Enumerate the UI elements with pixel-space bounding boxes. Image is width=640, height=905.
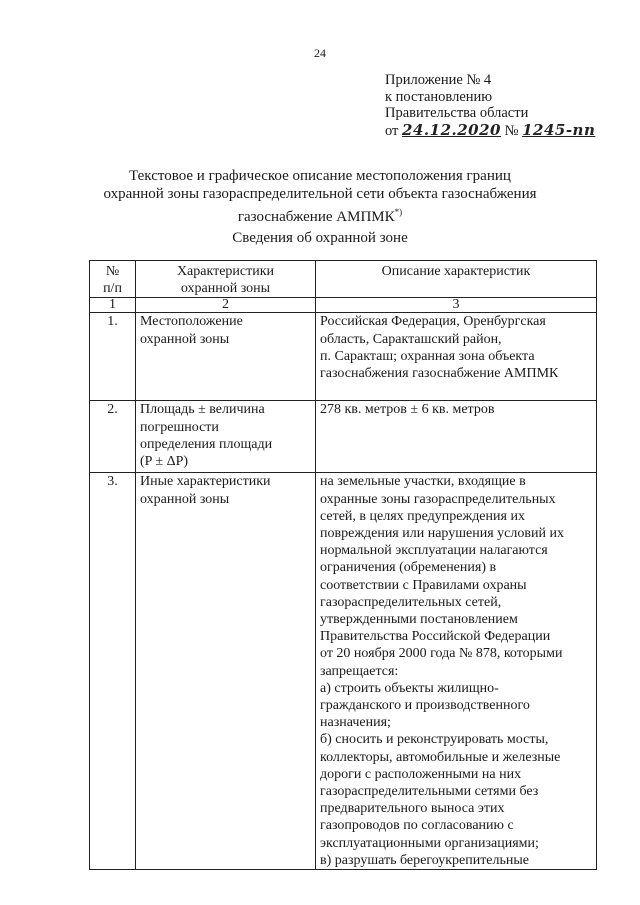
text-line: в) разрушать берегоукрепительные [320,852,530,868]
text-line: назначения; [320,715,391,731]
text-line: Российская Федерация, Оренбургская [320,314,546,330]
text-line: эксплуатационными организациями; [320,835,539,851]
text-line: Характеристики [176,264,275,279]
table-row [90,401,597,473]
header-characteristic [136,261,316,298]
text-line: п. Саракташ; охранная зона объекта [320,348,535,364]
header-number [90,261,136,298]
title-line-2: охранной зоны газораспределительной сети объекта газоснабжения [103,186,537,202]
text-line: охранной зоны [140,331,230,347]
page-number: 24 [314,46,326,60]
footnote-mark: *) [394,207,403,217]
text-line: ограничения (обременения) в [320,560,497,576]
column-number-row [90,298,597,313]
text-line: а) строить объекты жилищно- [320,680,499,696]
number-sign: № [504,122,519,139]
text-line: запрещается: [320,663,399,679]
text-line: Правительства Российской Федерации [320,629,551,645]
header-description-text [320,263,592,280]
text-line: на земельные участки, входящие в [320,474,526,490]
row-description-text [320,401,592,418]
text-line: газоснабжения газоснабжение АМПМК [320,366,559,382]
text-line: охранной зоны [180,281,271,297]
text-line: п/п [103,281,122,297]
text-line: предварительного выноса этих [320,801,505,817]
text-line: утвержденными постановлением [320,612,518,628]
row-description-text [320,313,592,382]
text-line: б) сносить и реконструировать мосты, [320,732,549,748]
row-characteristic-text [140,473,311,507]
protection-zone-table [89,260,597,870]
text-line: Площадь ± величина [140,402,265,418]
text-line: сетей, в целях предупреждения их [320,508,525,524]
date-prefix: от [385,122,399,139]
text-line: дороги с расположенными на них [320,766,522,782]
row-number: 3. [90,473,136,870]
document-title [40,167,600,226]
column-number-3: 3 [316,298,597,313]
text-line: определения площади [140,436,273,452]
text-line: газораспределительных сетей, [320,594,502,610]
text-line: Описание характеристик [381,264,531,279]
text-line: область, Саракташский район, [320,331,502,347]
row-description [316,401,597,473]
text-line: (P ± ΔP) [140,454,189,470]
row-number: 1. [90,313,136,401]
appendix-line-2: к постановлению [385,88,493,105]
header-characteristic-text [140,263,311,297]
title-line-1: Текстовое и графическое описание местоположения границ [129,168,511,184]
text-line: охранные зоны газораспределительных [320,491,556,507]
row-characteristic-text [140,313,311,347]
text-line: газопроводов по согласованию с [320,818,514,834]
appendix-block [385,72,595,139]
row-description [316,313,597,401]
header-description [316,261,597,298]
section-title: Сведения об охранной зоне [232,230,408,246]
text-line: повреждения или нарушения условий их [320,526,564,542]
column-number-1: 1 [90,298,136,313]
text-line: газораспределительными сетями без [320,784,539,800]
handwritten-number: 1245-пп [522,120,596,139]
appendix-line-3: Правительства области [385,105,529,121]
appendix-line-1: Приложение № 4 [385,72,492,88]
title-line-3 [40,203,600,226]
row-characteristic [136,473,316,870]
row-description-text [320,473,592,869]
row-description [316,473,597,870]
handwritten-date: 24.12.2020 [402,120,501,139]
table-header-row [90,261,597,298]
row-characteristic-text [140,401,311,470]
text-line: Местоположение [140,314,243,330]
row-characteristic [136,401,316,473]
appendix-date-line [385,122,595,140]
text-line: коллекторы, автомобильные и железные [320,749,561,765]
header-number-text [94,263,131,297]
table-row [90,473,597,870]
text-line: от 20 ноября 2000 года № 878, которыми [320,646,563,662]
text-line: Иные характеристики [140,474,271,490]
title-line-3-text: газоснабжение АМПМК [237,209,395,225]
text-line: 278 кв. метров ± 6 кв. метров [320,402,495,418]
text-line: гражданского и производственного [320,698,530,714]
row-number: 2. [90,401,136,473]
text-line: № [105,264,120,279]
text-line: нормальной эксплуатации налагаются [320,543,548,559]
text-line: погрешности [140,419,219,435]
column-number-2: 2 [136,298,316,313]
text-line: охранной зоны [140,491,230,507]
table-row [90,313,597,401]
text-line: соответствии с Правилами охраны [320,577,527,593]
row-characteristic [136,313,316,401]
